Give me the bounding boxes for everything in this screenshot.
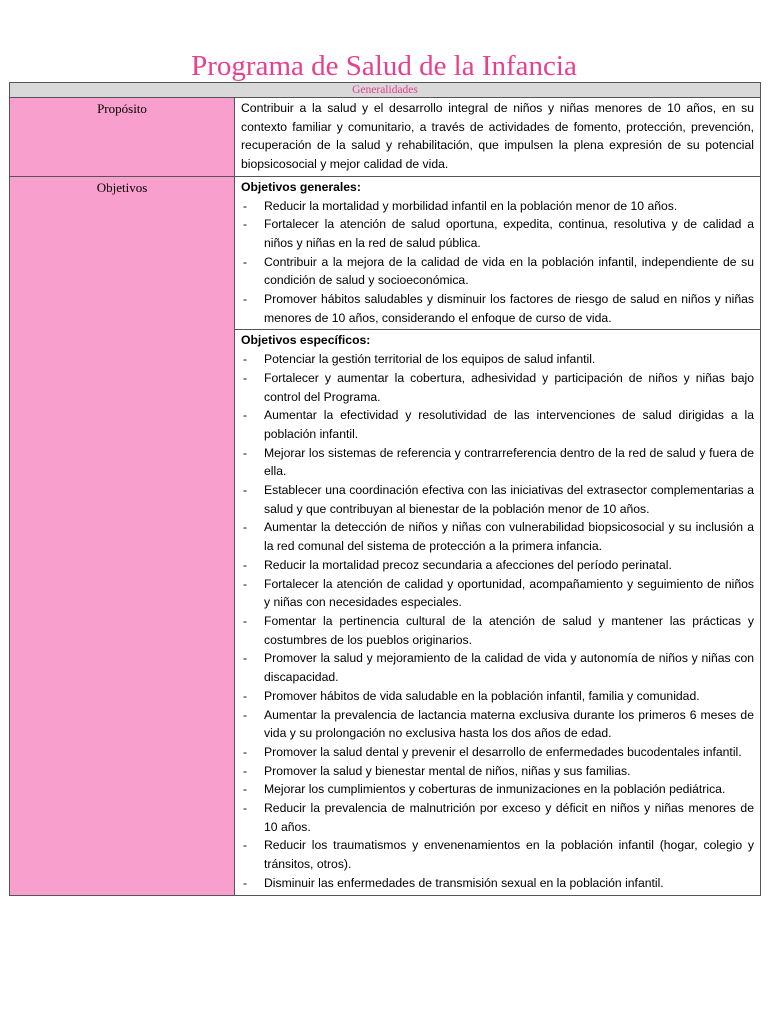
objetivos-generales-list bbox=[241, 197, 754, 328]
objetivos-especificos-cell bbox=[235, 330, 761, 895]
list-item: - Reducir la mortalidad precoz secundaria a afecciones del período perinatal. bbox=[241, 556, 754, 575]
objetivos-especificos-list bbox=[241, 350, 754, 892]
proposito-row bbox=[10, 98, 761, 177]
list-item: - Promover la salud y mejoramiento de la calidad de vida y autonomía de niños y niñas con discapacidad. bbox=[241, 649, 754, 686]
list-item: - Mejorar los cumplimientos y coberturas de inmunizaciones en la población pediátrica. bbox=[241, 780, 754, 799]
objetivos-generales-heading: Objetivos generales: bbox=[241, 179, 361, 194]
document-title: Programa de Salud de la Infancia bbox=[191, 50, 577, 82]
list-item: - Promover la salud y bienestar mental de niños, niñas y sus familias. bbox=[241, 762, 754, 781]
objetivos-label: Objetivos bbox=[10, 176, 235, 895]
list-item: - Fortalecer la atención de calidad y oportunidad, acompañamiento y seguimiento de niños y niñas con necesidades especiales. bbox=[241, 575, 754, 612]
list-item: - Reducir la prevalencia de malnutrición por exceso y déficit en niños y niñas menores de 10 años. bbox=[241, 799, 754, 836]
proposito-label: Propósito bbox=[10, 98, 235, 177]
list-item: - Fortalecer y aumentar la cobertura, adhesividad y participación de niños y niñas bajo control del Programa. bbox=[241, 369, 754, 406]
list-item: - Contribuir a la mejora de la calidad de vida en la población infantil, independiente de su condición de salud y socioeconómica. bbox=[241, 253, 754, 290]
list-item: - Fomentar la pertinencia cultural de la atención de salud y mantener las prácticas y costumbres de los pueblos originarios. bbox=[241, 612, 754, 649]
list-item: - Reducir la mortalidad y morbilidad infantil en la población menor de 10 años. bbox=[241, 197, 754, 216]
objetivos-generales-cell bbox=[235, 176, 761, 330]
list-item: - Potenciar la gestión territorial de los equipos de salud infantil. bbox=[241, 350, 754, 369]
table-header-row bbox=[10, 83, 761, 98]
table-header: Generalidades bbox=[10, 83, 761, 98]
list-item: - Aumentar la detección de niños y niñas con vulnerabilidad biopsicosocial y su inclusión a la red comunal del sistema de protección a la primera infancia. bbox=[241, 518, 754, 555]
objetivos-generales-row bbox=[10, 176, 761, 330]
list-item: - Aumentar la efectividad y resolutividad de las intervenciones de salud dirigidas a la población infantil. bbox=[241, 406, 754, 443]
list-item: - Promover la salud dental y prevenir el desarrollo de enfermedades bucodentales infantil. bbox=[241, 743, 754, 762]
objetivos-especificos-heading: Objetivos específicos: bbox=[241, 333, 371, 348]
list-item: - Aumentar la prevalencia de lactancia materna exclusiva durante los primeros 6 meses de vida y su prolongación no exclusiva hasta los dos años de edad. bbox=[241, 706, 754, 743]
list-item: - Mejorar los sistemas de referencia y contrarreferencia dentro de la red de salud y fuera de ella. bbox=[241, 444, 754, 481]
list-item: - Reducir los traumatismos y envenenamientos en la población infantil (hogar, colegio y tránsitos, otros). bbox=[241, 836, 754, 873]
proposito-text: Contribuir a la salud y el desarrollo integral de niños y niñas menores de 10 años, en su contexto familiar y comunitario, a través de actividades de fomento, protección, prevención, recuperación de la salud y rehabilitación, que impulsen la plena expresión de su potencial biopsicosocial y mejor calidad de vida. bbox=[235, 98, 761, 177]
generalidades-table bbox=[9, 82, 761, 896]
list-item: - Promover hábitos saludables y disminuir los factores de riesgo de salud en niños y niñas menores de 10 años, considerando el enfoque de curso de vida. bbox=[241, 290, 754, 327]
list-item: - Disminuir las enfermedades de transmisión sexual en la población infantil. bbox=[241, 874, 754, 893]
list-item: - Fortalecer la atención de salud oportuna, expedita, continua, resolutiva y de calidad a niños y niñas en la red de salud pública. bbox=[241, 215, 754, 252]
list-item: - Promover hábitos de vida saludable en la población infantil, familia y comunidad. bbox=[241, 687, 754, 706]
list-item: - Establecer una coordinación efectiva con las iniciativas del extrasector complementarias a salud y que contribuyan al bienestar de la población menor de 10 años. bbox=[241, 481, 754, 518]
